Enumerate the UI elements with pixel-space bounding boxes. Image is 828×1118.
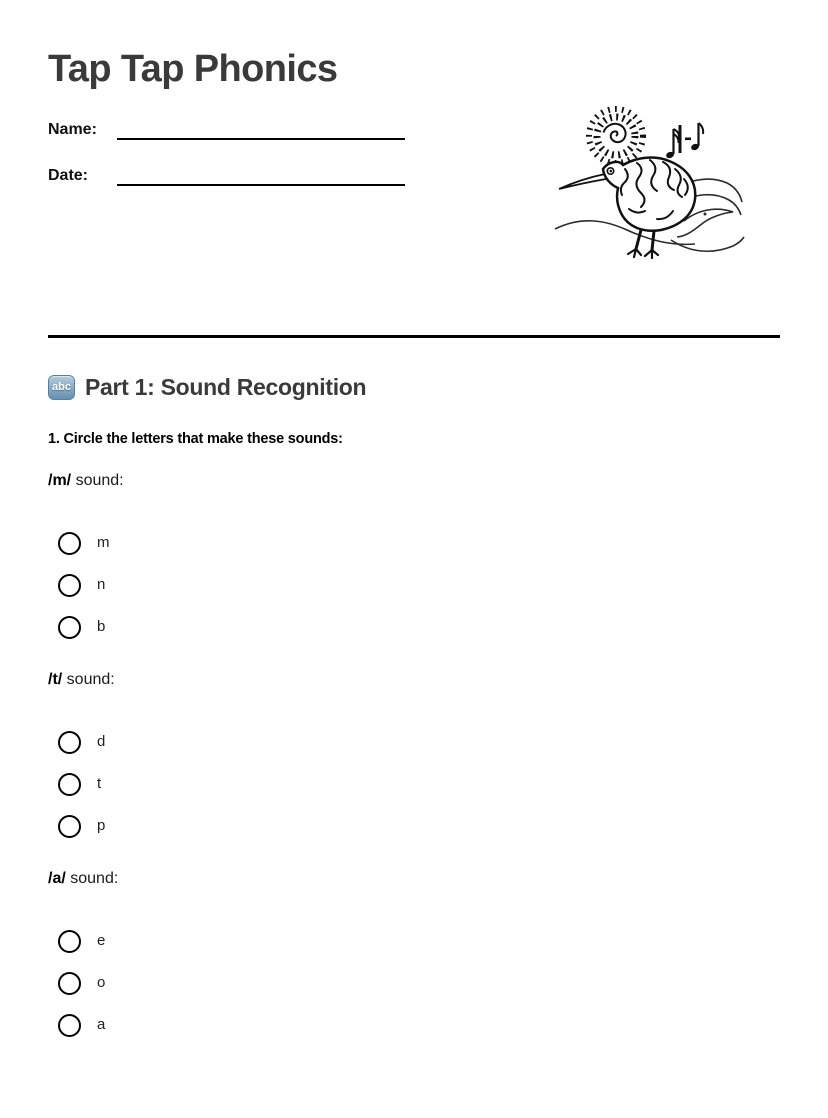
options-t [48, 721, 780, 847]
phoneme-m: /m/ [48, 472, 72, 489]
option-letter: m [97, 534, 110, 551]
option-letter: t [97, 775, 102, 792]
option-row [48, 763, 780, 805]
spiral-sun-icon [589, 109, 643, 163]
option-letter: b [97, 618, 106, 635]
option-letter: o [97, 974, 106, 991]
abc-input-icon [48, 375, 75, 400]
option-row [48, 962, 780, 1004]
radio-n[interactable] [58, 574, 81, 597]
radio-o[interactable] [58, 972, 81, 995]
sound-group-a [48, 869, 780, 1046]
abc-icon-label: abc [52, 381, 71, 393]
radio-d[interactable] [58, 731, 81, 754]
radio-a[interactable] [58, 1014, 81, 1037]
name-input-line[interactable] [117, 120, 405, 140]
phoneme-t: /t/ [48, 671, 63, 688]
sound-group-t [48, 670, 780, 847]
options-a [48, 920, 780, 1046]
section1-heading [48, 370, 780, 404]
section1-title: Part 1: Sound Recognition [85, 374, 367, 400]
option-letter: e [97, 932, 106, 949]
section-divider [48, 335, 780, 338]
radio-p[interactable] [58, 815, 81, 838]
option-letter: d [97, 733, 106, 750]
radio-m[interactable] [58, 532, 81, 555]
phoneme-a: /a/ [48, 870, 66, 887]
option-row [48, 1004, 780, 1046]
option-letter: p [97, 817, 106, 834]
kiwi-illustration [553, 103, 745, 271]
option-row [48, 920, 780, 962]
option-letter: n [97, 576, 106, 593]
sound-suffix: sound: [65, 870, 119, 887]
options-m [48, 522, 780, 648]
sound-label-a [48, 869, 780, 889]
option-row [48, 805, 780, 847]
option-row [48, 564, 780, 606]
option-letter: a [97, 1016, 106, 1033]
sound-group-m [48, 471, 780, 648]
sound-label-m [48, 471, 780, 491]
option-row [48, 522, 780, 564]
sound-suffix: sound: [62, 671, 115, 688]
radio-t[interactable] [58, 773, 81, 796]
date-input-line[interactable] [117, 166, 405, 186]
sound-suffix: sound: [71, 472, 124, 489]
page-title: Tap Tap Phonics [48, 48, 338, 90]
radio-b[interactable] [58, 616, 81, 639]
date-label: Date: [48, 167, 89, 184]
radio-e[interactable] [58, 930, 81, 953]
option-row [48, 606, 780, 648]
question-1-text: 1. Circle the letters that make these sounds: [48, 431, 343, 447]
name-label: Name: [48, 121, 97, 138]
sound-label-t [48, 670, 780, 690]
music-notes-icon [665, 123, 703, 159]
option-row [48, 721, 780, 763]
